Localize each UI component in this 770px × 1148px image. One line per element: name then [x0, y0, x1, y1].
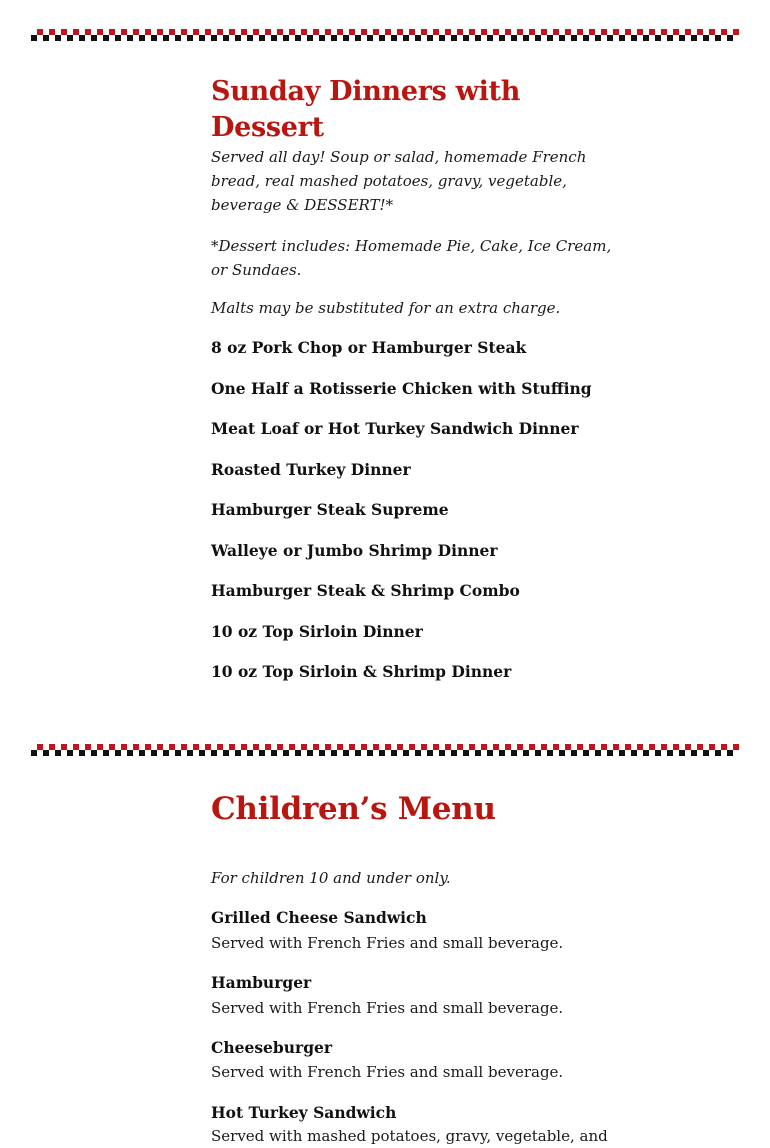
children-item-desc: Served with French Fries and small beverage.: [211, 999, 564, 1017]
sunday-item: One Half a Rotisserie Chicken with Stuffing: [211, 379, 592, 398]
checkered-divider-middle: [31, 744, 739, 756]
sunday-item: 10 oz Top Sirloin & Shrimp Dinner: [211, 662, 512, 681]
checkered-divider-top: [31, 29, 739, 41]
sunday-dinners-section: [211, 74, 631, 146]
children-item-desc: Served with mashed potatoes, gravy, vegetable, and: [211, 1127, 608, 1145]
children-item-name: Hamburger: [211, 973, 312, 992]
sunday-item: Roasted Turkey Dinner: [211, 460, 411, 479]
sunday-dinners-title: Sunday Dinners with Dessert: [211, 76, 521, 143]
sunday-intro-dessert: *Dessert includes: Homemade Pie, Cake, Ice Cream, or Sundaes.: [211, 237, 612, 279]
children-item-desc: Served with French Fries and small beverage.: [211, 1063, 564, 1081]
sunday-item: Walleye or Jumbo Shrimp Dinner: [211, 541, 498, 560]
sunday-item: Hamburger Steak & Shrimp Combo: [211, 581, 520, 600]
sunday-item: Meat Loaf or Hot Turkey Sandwich Dinner: [211, 419, 579, 438]
children-item-name: Grilled Cheese Sandwich: [211, 908, 427, 927]
sunday-item: Hamburger Steak Supreme: [211, 500, 449, 519]
children-item-name: Cheeseburger: [211, 1038, 333, 1057]
sunday-item: 10 oz Top Sirloin Dinner: [211, 622, 423, 641]
children-item-desc: Served with French Fries and small beverage.: [211, 934, 564, 952]
sunday-intro-served: Served all day! Soup or salad, homemade French bread, real mashed potatoes, gravy, vegetable, beverage & DESSERT!*: [211, 148, 587, 214]
sunday-intro-malts: Malts may be substituted for an extra charge.: [211, 299, 561, 317]
sunday-item: 8 oz Pork Chop or Hamburger Steak: [211, 338, 527, 357]
childrens-menu-title: Children’s Menu: [211, 791, 496, 827]
children-intro: For children 10 and under only.: [211, 869, 451, 887]
children-item-name: Hot Turkey Sandwich: [211, 1103, 397, 1122]
childrens-menu-section: [211, 788, 631, 830]
